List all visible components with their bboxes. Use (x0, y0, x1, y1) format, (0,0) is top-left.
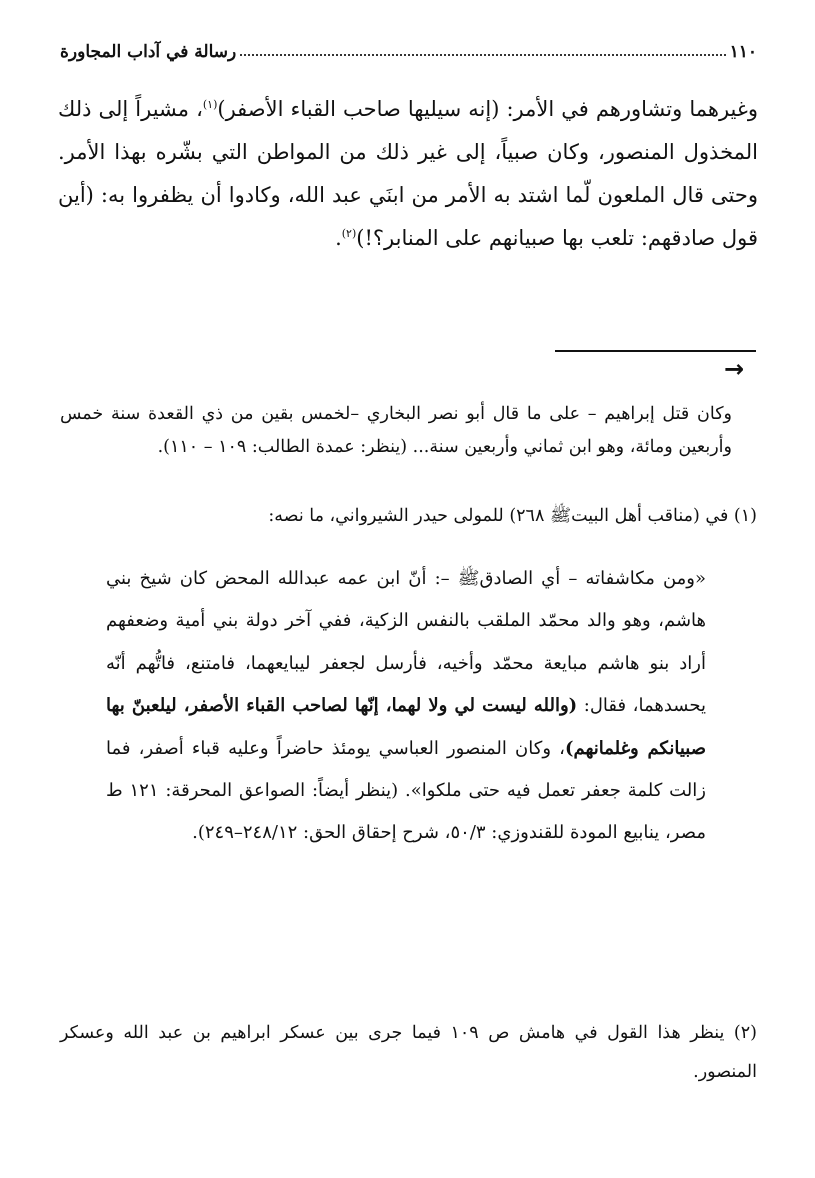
footnote-2-text: (٢) ينظر هذا القول في هامش ص ١٠٩ فيما جرى بين عسكر ابراهيم بن عبد الله وعسكر المنصور. (60, 1023, 757, 1082)
footnote-continuation (60, 398, 732, 464)
book-title: رسالة في آداب المجاورة (60, 42, 237, 62)
footnote-1-quote-a: «ومن مكاشفاته – أي الصادق (479, 568, 707, 589)
main-text-block (58, 88, 758, 260)
header-leader-dots (240, 54, 725, 56)
main-text-part-2: ، مشيراً إلى ذلك المخذول المنصور، وكان صبياً، إلى غير ذلك من المواطن التي بشّره بهذا الأمر. وحتى قال الملعون لّما اشتد به الأمر من ابنَي عبد الله، وكادوا أن يظفروا به: (أين قول صادقهم: تلعب بها صبيانهم على المنابر؟!) (58, 97, 758, 250)
note-ref-2: (٢) (341, 227, 357, 240)
footnote-1-quote (106, 558, 706, 855)
footnote-2 (60, 1014, 757, 1092)
continuation-arrow-icon: → (724, 355, 745, 383)
page-number: ١١٠ (729, 42, 757, 62)
footnote-1-quote-b: –: أنّ ابن عمه عبدالله المحض كان شيخ بني هاشم، وهو والد محمّد الملقب بالنفس الزكية، ففي آخر دولة بني أمية وضعفهم أراد بنو هاشم مبايعة محمّد وأخيه، فأرسل لجعفر ليبايعهما، فامتنع، فاتُّهم أنّه يحسدهما، فقال: (106, 568, 706, 717)
footnote-1-intro (60, 500, 757, 533)
footnote-1-intro-text: (١) في (مناقب أهل البيت (571, 506, 757, 526)
honorific-glyph: ﷺ (549, 506, 572, 526)
footnote-separator (555, 350, 756, 352)
honorific-glyph: ﷺ (457, 568, 480, 589)
footnote-1-quote-c: ، وكان المنصور العباسي يومئذ حاضراً وعليه قباء أصفر، فما زالت كلمة جعفر تعمل فيه حتى ملكوا». (ينظر أيضاً: الصواعق المحرقة: ١٢١ ط مصر، ينابيع المودة للقندوزي: ٥٠/٣، شرح إحقاق الحق: ٢٤٨/١٢–٢٤٩). (106, 737, 706, 844)
note-ref-1: (١) (202, 98, 218, 111)
running-header (60, 30, 757, 62)
main-text-end: . (335, 226, 342, 250)
main-paragraph (58, 88, 758, 260)
main-text-part-1: وغيرهما وتشاورهم في الأمر: (إنه سيليها صاحب القباء الأصفر) (217, 97, 758, 121)
footnote-1-intro-rest: ٢٦٨) للمولى حيدر الشيرواني، ما نصه: (268, 506, 550, 526)
footnote-continuation-text: وكان قتل إبراهيم – على ما قال أبو نصر البخاري –لخمس بقين من ذي القعدة سنة خمس وأربعين ومائة، وهو ابن ثماني وأربعين سنة... (ينظر: عمدة الطالب: ١٠٩ – ١١٠). (60, 404, 732, 457)
footnote-1-quote-bold: (والله ليست لي ولا لهما، إنّها لصاحب القباء الأصفر، ليلعبنّ بها صبيانكم وغلمانهم) (106, 695, 706, 759)
